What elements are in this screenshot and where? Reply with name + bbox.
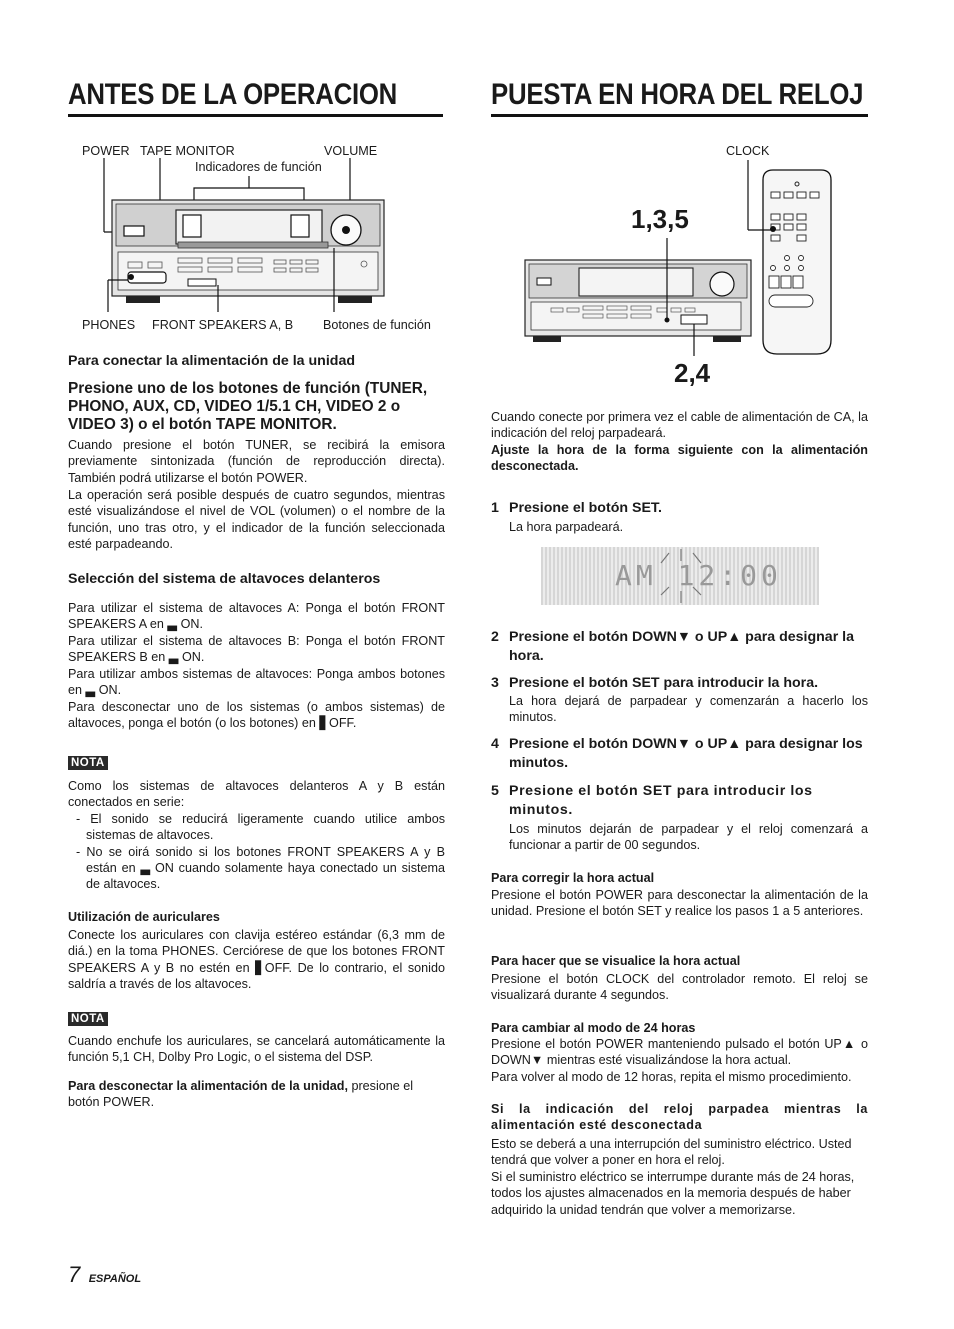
step-title: Presione el botón DOWN▼ o UP▲ para designar los minutos. (509, 736, 863, 771)
receiver-front-panel-figure (68, 140, 448, 340)
left-page-title: ANTES DE LA OPERACION (68, 78, 398, 111)
label-clock: CLOCK (726, 144, 770, 158)
paragraph-corregir-hora: Presione el botón POWER para desconectar la alimentación de la unidad. Presione el botón SET y realice los pasos 1 a 5 anteriores. (491, 888, 868, 919)
label-tape-monitor: TAPE MONITOR (140, 144, 235, 158)
heading-auriculares: Utilización de auriculares (68, 910, 220, 924)
step-5-text: Los minutos dejarán de parpadear y el reloj comenzará a funcionar a partir de 00 segundos. (509, 822, 868, 853)
label-botones-funcion: Botones de función (323, 318, 431, 332)
paragraph-tuner: Cuando presione el botón TUNER, se recibirá la emisora previamente sintonizada (función de reproducción directa). También podrá utilizarse el botón POWER. (68, 438, 445, 485)
heading-conectar-alimentacion: Para conectar la alimentación de la unidad (68, 353, 355, 369)
label-front-speakers: FRONT SPEAKERS A, B (152, 318, 294, 332)
paragraph-intro-bold: Ajuste la hora de la forma siguiente con la alimentación desconectada. (491, 443, 868, 474)
label-indicadores: Indicadores de función (195, 160, 322, 174)
clock-setting-figure (491, 140, 868, 390)
clock-display-text: AM 12:00 (615, 559, 782, 592)
nota-badge: NOTA (68, 756, 108, 770)
nota-item: - No se oirá sonido si los botones FRONT SPEAKERS A y B están en ▃ ON cuando solamente haya conectado un sistema de altavoces. (76, 844, 445, 892)
clock-display-panel (541, 547, 819, 605)
steps-1-3-5-label: 1,3,5 (631, 204, 689, 234)
paragraph-intro-reloj: Cuando conecte por primera vez el cable de alimentación de CA, la indicación del reloj parpadeará. (491, 410, 868, 441)
desconectar-rest: presione el botón POWER. (68, 1079, 414, 1110)
step-number: 1 (491, 500, 499, 516)
heading-presione-boton-funcion: Presione uno de los botones de función (TUNER, PHONO, AUX, CD, VIDEO 1/5.1 CH, VIDEO 2 o VIDEO 3) o el botón TAPE MONITOR. (68, 380, 428, 433)
heading-visualice-hora: Para hacer que se visualice la hora actual (491, 954, 741, 968)
paragraph-parpadea-2: Si el suministro eléctrico se interrumpe durante más de 24 horas, todos los ajustes almacenados en la memoria después de haber adquirido la unidad tendrán que volver a memorizarse. (491, 1170, 855, 1217)
heading-reloj-parpadea: Si la indicación del reloj parpadea mientras la alimentación esté desconectada (491, 1102, 868, 1133)
footer-language: ESPAÑOL (88, 1273, 142, 1285)
step-title: Presione el botón SET. (509, 500, 662, 516)
paragraph-parpadea-1: Esto se deberá a una interrupción del suministro eléctrico. Usted tendrá que volver a poner en hora el reloj. (491, 1137, 852, 1168)
step-2 (491, 628, 868, 666)
step-3 (491, 674, 868, 693)
desconectar-bold: Para desconectar la alimentación de la unidad, (68, 1079, 348, 1093)
clock-drawing (491, 140, 868, 390)
paragraph-desconectar-alimentacion (68, 1078, 445, 1111)
paragraph-visualice-hora: Presione el botón CLOCK del controlador remoto. El reloj se visualizará durante 4 segundos. (491, 972, 868, 1003)
nota-list (68, 811, 445, 892)
receiver-drawing (68, 140, 448, 340)
paragraph-modo-12-horas: Para volver al modo de 12 horas, repita el mismo procedimiento. (491, 1070, 852, 1084)
step-title: Presione el botón DOWN▼ o UP▲ para designar la hora. (509, 629, 854, 664)
paragraph-altavoces-b: Para utilizar el sistema de altavoces B: Ponga el botón FRONT SPEAKERS B en ▃ ON. (68, 634, 445, 665)
nota-auriculares-text: Cuando enchufe los auriculares, se cancelará automáticamente la función 5,1 CH, Dolby Pro Logic, o el sistema del DSP. (68, 1034, 445, 1065)
heading-modo-24-horas: Para cambiar al modo de 24 horas (491, 1021, 696, 1035)
left-title-rule (68, 114, 443, 117)
paragraph-modo-24-horas: Presione el botón POWER manteniendo pulsado el botón UP▲ o DOWN▼ mientras esté visualizándose la hora actual. (491, 1037, 868, 1068)
step-3-text: La hora dejará de parpadear y comenzarán a hacerlo los minutos. (509, 694, 868, 725)
label-phones: PHONES (82, 318, 136, 332)
paragraph-desconectar-sistemas: Para desconectar uno de los sistemas (o ambos sistemas) de altavoces, ponga el botón (o los botones) en ▋OFF. (68, 700, 445, 731)
heading-seleccion-altavoces: Selección del sistema de altavoces delanteros (68, 571, 381, 587)
page-number: 7 (68, 1262, 81, 1287)
nota-badge-2: NOTA (68, 1012, 108, 1026)
nota-item: - El sonido se reducirá ligeramente cuando utilice ambos sistemas de altavoces. (76, 812, 445, 843)
step-number: 2 (491, 629, 499, 645)
step-title: Presione el botón SET para introducir la hora. (509, 675, 819, 691)
paragraph-ambos-sistemas: Para utilizar ambos sistemas de altavoces: Ponga ambos botones en ▃ ON. (68, 667, 445, 698)
step-title: Presione el botón SET para introducir los minutos. (509, 783, 813, 818)
nota-text: Como los sistemas de altavoces delanteros A y B están conectados en serie: (68, 779, 445, 810)
step-number: 4 (491, 736, 499, 752)
step-1 (491, 499, 868, 518)
steps-2-4-label: 2,4 (674, 358, 711, 388)
step-4 (491, 735, 868, 773)
step-5 (491, 782, 868, 820)
right-page-title: PUESTA EN HORA DEL RELOJ (491, 78, 864, 111)
right-title-rule (491, 114, 868, 117)
paragraph-auriculares: Conecte los auriculares con clavija estéreo estándar (6,3 mm de diá.) en la toma PHONES. Cerciórese de que los botones FRONT SPEAKERS A y B no estén en ▋OFF. De lo contrario, el sonido saldría a través de los altavoces. (68, 928, 445, 991)
label-volume: VOLUME (324, 144, 378, 158)
paragraph-altavoces-a: Para utilizar el sistema de altavoces A: Ponga el botón FRONT SPEAKERS A en ▃ ON. (68, 601, 445, 632)
page-footer (68, 1262, 141, 1288)
step-number: 5 (491, 783, 499, 799)
paragraph-operacion: La operación será posible después de cuatro segundos, mientras esté visualizándose el nivel de VOL (volumen) o el nombre de la función, uno tras otro, y el indicador de la función seleccionada esté parpadeando. (68, 488, 445, 551)
label-power: POWER (82, 144, 130, 158)
heading-corregir-hora: Para corregir la hora actual (491, 871, 655, 885)
step-1-text: La hora parpadeará. (509, 520, 624, 534)
step-number: 3 (491, 675, 499, 691)
